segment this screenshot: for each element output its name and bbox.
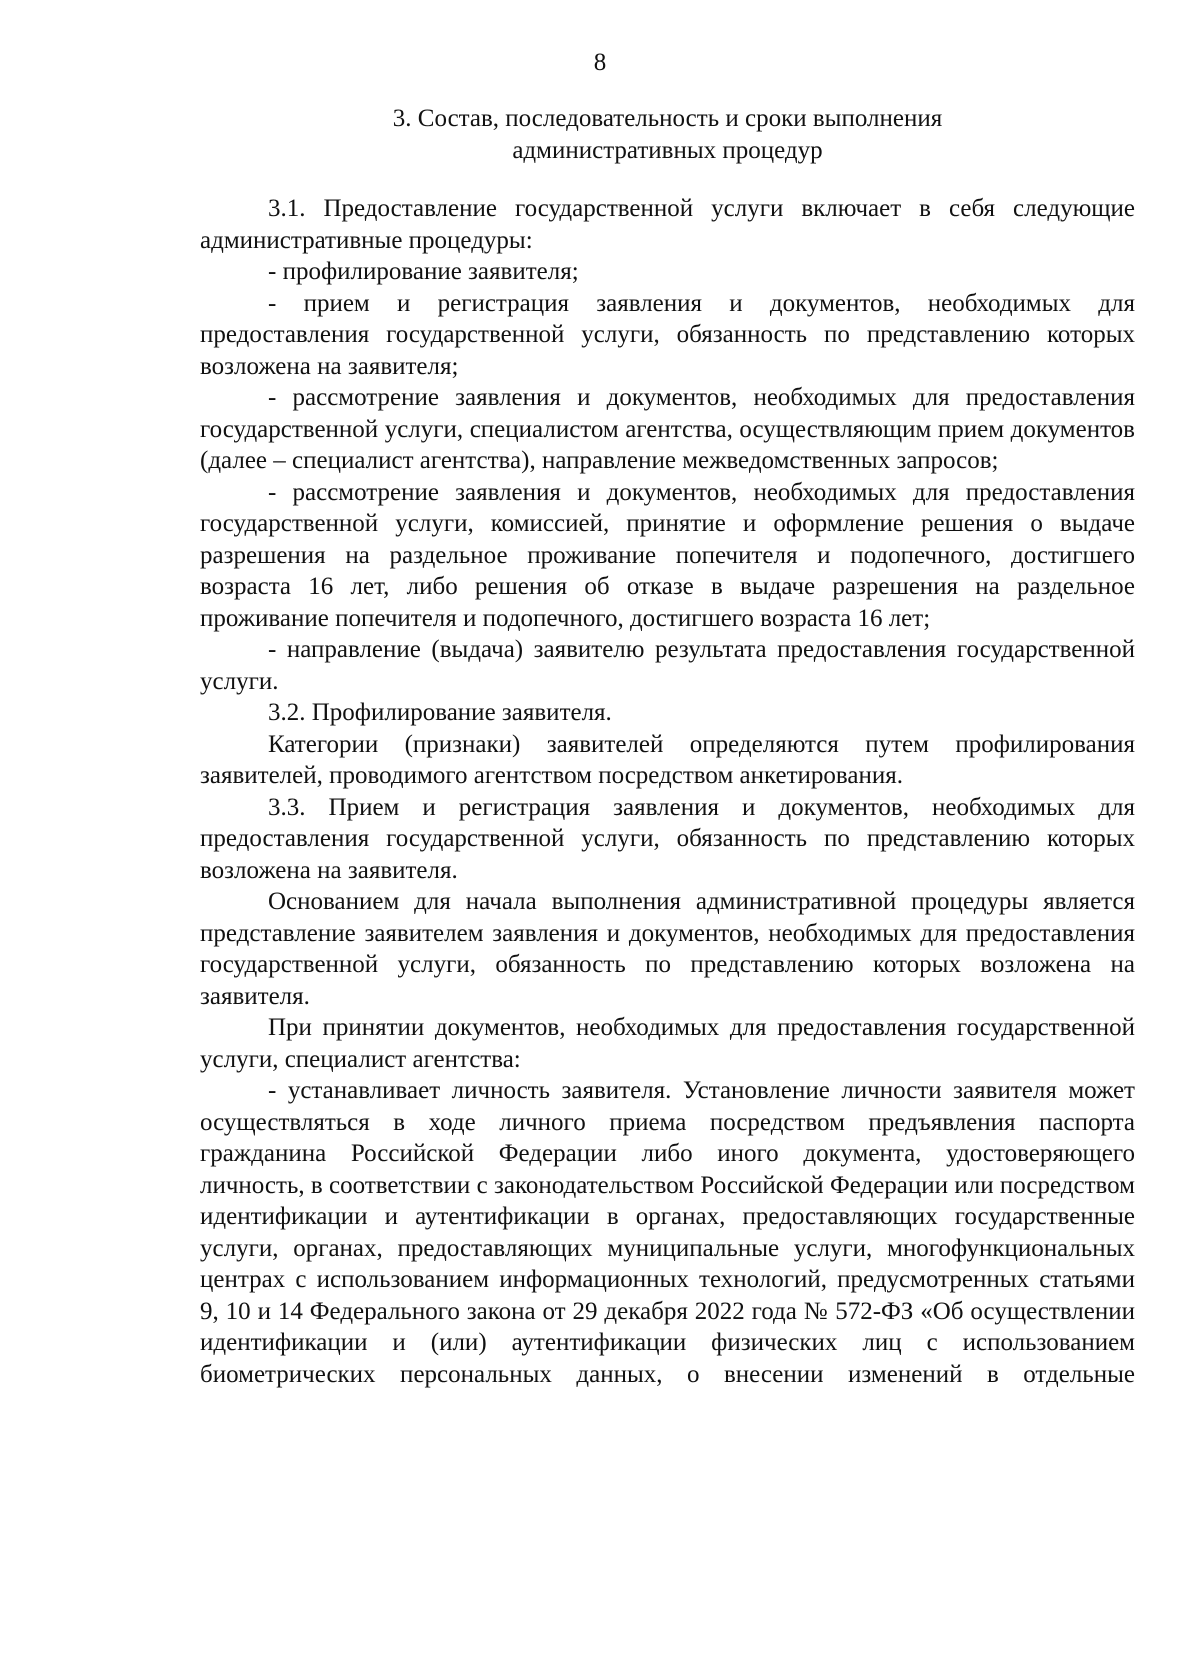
section-heading-line-1: 3. Состав, последовательность и сроки выполнения xyxy=(392,105,943,132)
section-heading-line-2: административных процедур xyxy=(512,137,823,164)
section-heading xyxy=(200,103,1135,167)
list-item-review-by-specialist: - рассмотрение заявления и документов, необходимых для предоставления государственной услуги, специалистом агентства, осуществляющим прием документов (далее – специалист агентства), направление межведомственных запросов; xyxy=(200,384,1135,474)
list-item-reception: - прием и регистрация заявления и документов, необходимых для предоставления государственной услуги, обязанность по представлению которых возложена на заявителя; xyxy=(200,289,1135,380)
paragraph-acceptance: При принятии документов, необходимых для предоставления государственной услуги, специалист агентства: xyxy=(200,1014,1135,1073)
document-body xyxy=(200,193,1135,1390)
list-item-identity: - устанавливает личность заявителя. Установление личности заявителя может осуществляться в ходе личного приема посредством предъявления паспорта гражданина Российской Федерации либо иного документа, удостоверяющего личность, в соответствии с законодательством Российской Федерации или посредством идентификации и аутентификации в органах, предоставляющих государственные услуги, органах, предоставляющих муниципальные услуги, многофункциональных центрах с использованием информационных технологий, предусмотренных статьями 9, 10 и 14 Федерального закона от 29 декабря 2022 года № 572-ФЗ «Об осуществлении идентификации и (или) аутентификации физических лиц с использованием биометрических персональных данных, о внесении изменений в отдельные xyxy=(200,1077,1135,1388)
page-number: 8 xyxy=(593,49,607,76)
paragraph-3-3: 3.3. Прием и регистрация заявления и документов, необходимых для предоставления государственной услуги, обязанность по представлению которых возложена на заявителя. xyxy=(200,793,1135,884)
paragraph-grounds: Основанием для начала выполнения административной процедуры является представление заявителем заявления и документов, необходимых для предоставления государственной услуги, обязанность по представлению которых возложена на заявителя. xyxy=(200,888,1135,1010)
list-item-profiling: - профилирование заявителя; xyxy=(268,258,579,285)
list-item-issue-result: - направление (выдача) заявителю результата предоставления государственной услуги. xyxy=(200,636,1135,695)
paragraph-categories: Категории (признаки) заявителей определяются путем профилирования заявителей, проводимого агентством посредством анкетирования. xyxy=(200,730,1135,789)
paragraph-3-2: 3.2. Профилирование заявителя. xyxy=(268,699,612,726)
list-item-review-by-commission: - рассмотрение заявления и документов, необходимых для предоставления государственной услуги, комиссией, принятие и оформление решения о выдаче разрешения на раздельное проживание попечителя и подопечного, достигшего возраста 16 лет, либо решения об отказе в выдаче разрешения на раздельное проживание попечителя и подопечного, достигшего возраста 16 лет; xyxy=(200,478,1135,632)
paragraph-3-1: 3.1. Предоставление государственной услуги включает в себя следующие административные процедуры: xyxy=(200,195,1135,254)
